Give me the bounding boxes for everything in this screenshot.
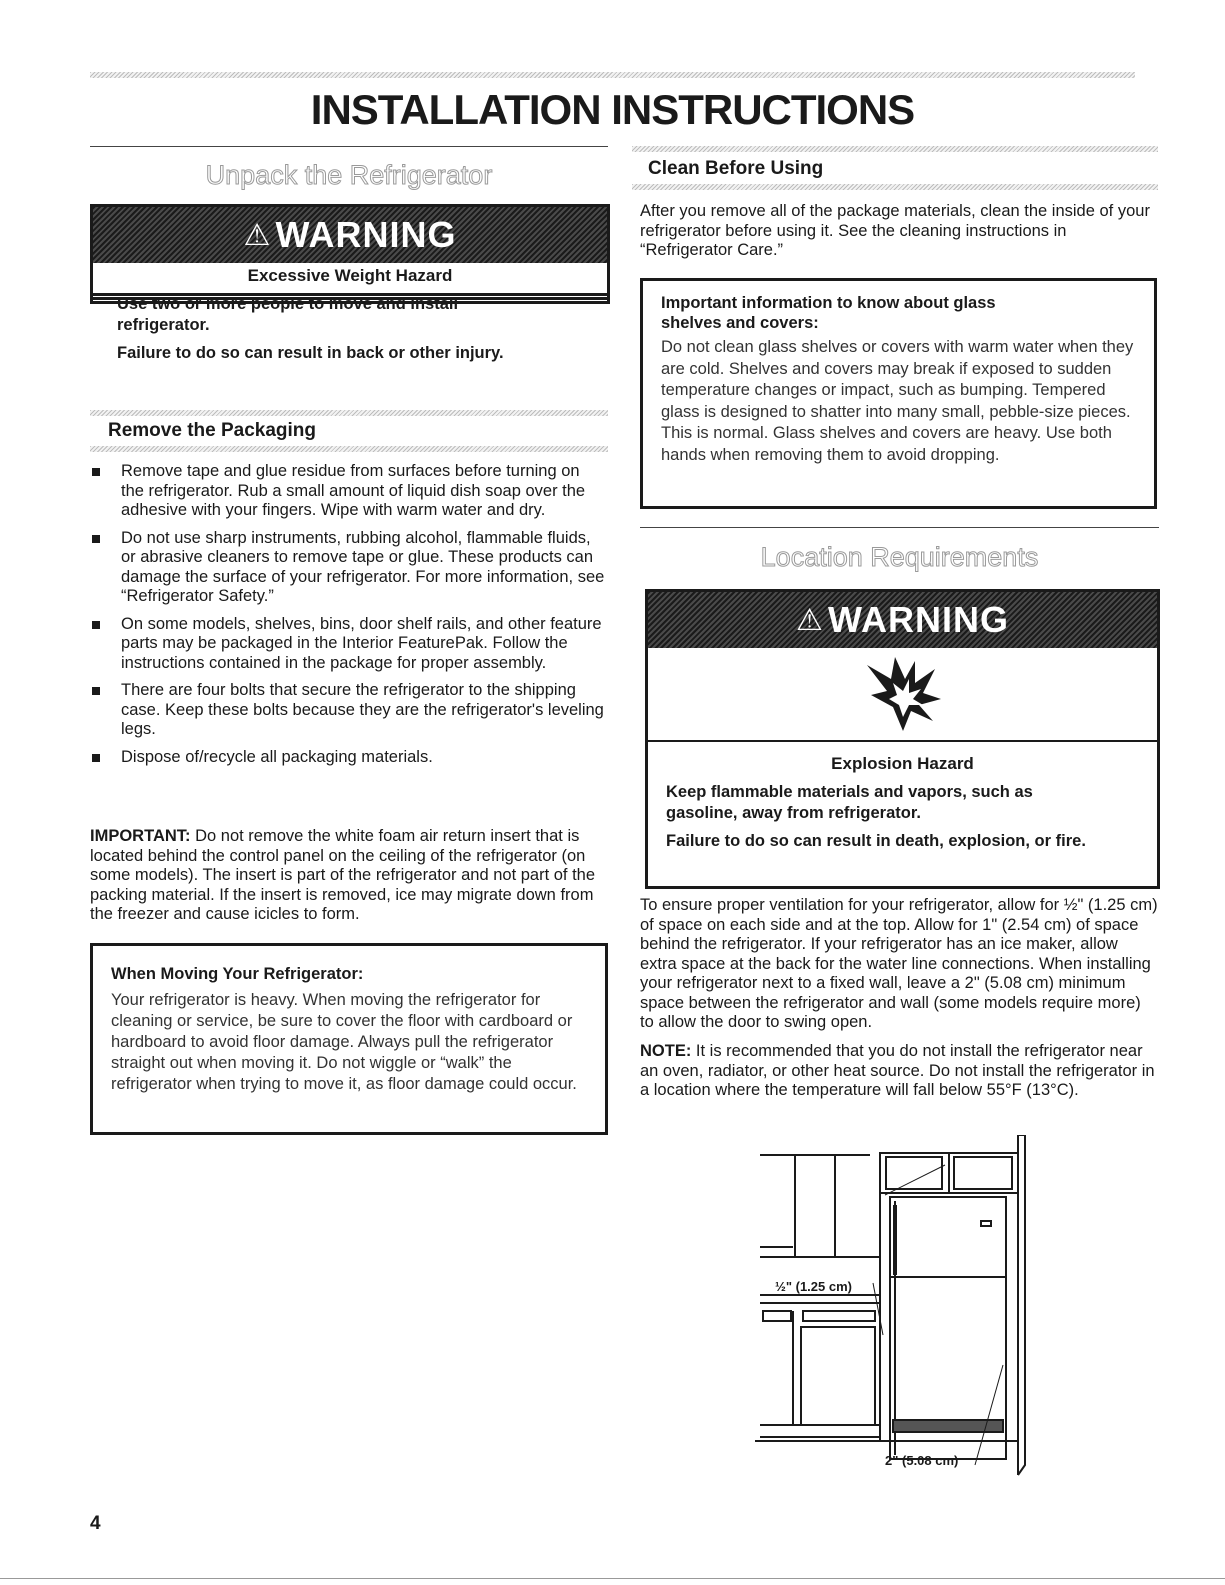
bullet-icon	[92, 621, 100, 629]
hazard-line-1: Use two or more people to move and install refrigerator.	[117, 295, 459, 334]
warning-label: WARNING	[827, 599, 1009, 640]
page-title: INSTALLATION INSTRUCTIONS	[310, 86, 915, 133]
glass-heading: Important information to know about glass shelves and covers:	[661, 294, 996, 332]
side-clearance-label: ½" (1.25 cm)	[775, 1279, 852, 1294]
list-item: There are four bolts that secure the refrigerator to the shipping case. Keep these bolts because they are the refrigerator's leveling legs.	[90, 681, 605, 740]
important-text: Do not remove the white foam air return insert that is located behind the control panel on the ceiling of the refrigerator (on some models). The insert is part of the refrigerator and not part of the packing material. If the insert is removed, ice may migrate down from the freezer and cause icicles to form.	[90, 827, 596, 923]
unpack-heading: Unpack the Refrigerator	[205, 160, 493, 190]
bullet-icon	[92, 468, 100, 476]
packaging-list	[90, 462, 605, 775]
ventilation-text: To ensure proper ventilation for your refrigerator, allow for ½" (1.25 cm) of space on each side and at the top. Allow for 1" (2.54 cm) of space behind the refrigerator. If your refrigerator has an ice maker, allow extra space at the back for the water line connections. When installing your refrigerator next to a fixed wall, leave a 2" (5.08 cm) minimum space between the refrigerator and wall (some models require more) to allow the door to swing open.	[640, 896, 1158, 1031]
section-rule	[640, 527, 1159, 528]
note-label: NOTE:	[640, 1042, 692, 1060]
hazard-title: Explosion Hazard	[831, 754, 974, 773]
bullet-icon	[92, 535, 100, 543]
list-item: Remove tape and glue residue from surfaces before turning on the refrigerator. Rub a small amount of liquid dish soap over the adhesive with your fingers. Wipe with warm water and dry.	[90, 462, 605, 521]
subhead-rule	[90, 446, 608, 452]
warning-banner	[648, 592, 1157, 648]
important-paragraph	[90, 827, 608, 925]
note-paragraph	[640, 1042, 1158, 1101]
hazard-line-1: Keep flammable materials and vapors, such as gasoline, away from refrigerator.	[666, 783, 1033, 822]
moving-info-box	[90, 943, 608, 1135]
list-item: On some models, shelves, bins, door shelf rails, and other feature parts may be packaged in the Interior FeaturePak. Follow the instructions contained in the package for proper assembly.	[90, 615, 605, 674]
packaging-heading: Remove the Packaging	[108, 420, 317, 441]
glass-info-box	[640, 278, 1157, 509]
clean-heading: Clean Before Using	[648, 158, 824, 179]
weight-warning-body	[90, 256, 610, 363]
bottom-rule	[0, 1578, 1225, 1579]
warning-triangle-icon: ⚠	[243, 218, 272, 252]
wall-clearance-label: 2" (5.08 cm)	[885, 1453, 959, 1468]
hazard-line-2: Failure to do so can result in back or other injury.	[117, 344, 504, 363]
header-rule	[90, 72, 1135, 78]
warning-label: WARNING	[275, 214, 457, 255]
list-item: Do not use sharp instruments, rubbing alcohol, flammable fluids, or abrasive cleaners to remove tape or glue. These products can damage the surface of your refrigerator. For more information, see “Refrigerator Safety.”	[90, 529, 605, 607]
clearance-diagram	[755, 1135, 1055, 1495]
moving-heading: When Moving Your Refrigerator:	[111, 965, 364, 983]
glass-text: Do not clean glass shelves or covers with warm water when they are cold. Shelves and covers may break if exposed to sudden temperature changes or impact, such as bumping. Tempered glass is designed to shatter into many small, pebble-size pieces. This is normal. Glass shelves and covers are heavy. Use both hands when removing them to avoid dropping.	[661, 338, 1134, 464]
explosion-icon	[863, 655, 943, 733]
page-number: 4	[90, 1513, 101, 1534]
explosion-warning-box	[645, 589, 1160, 889]
hazard-title: Excessive Weight Hazard	[247, 266, 453, 285]
hazard-line-2: Failure to do so can result in death, explosion, or fire.	[666, 832, 1086, 851]
list-item: Dispose of/recycle all packaging materials.	[90, 748, 605, 768]
warning-banner	[93, 207, 607, 263]
warning-triangle-icon: ⚠	[796, 603, 824, 637]
note-text: It is recommended that you do not install the refrigerator near an oven, radiator, or other heat source. Do not install the refrigerator in a location where the temperature will fall below 55°F (13°C).	[640, 1042, 1155, 1099]
location-heading: Location Requirements	[760, 542, 1039, 572]
subhead-rule	[632, 146, 1158, 152]
moving-text: Your refrigerator is heavy. When moving the refrigerator for cleaning or service, be sure to cover the floor with cardboard or hardboard to avoid floor damage. Always pull the refrigerator straight out when moving it. Do not wiggle or “walk” the refrigerator when trying to move it, as floor damage could occur.	[111, 991, 577, 1093]
icon-panel	[648, 648, 1157, 742]
section-rule	[90, 146, 608, 147]
important-label: IMPORTANT:	[90, 827, 191, 845]
bullet-icon	[92, 687, 100, 695]
subhead-rule	[90, 410, 608, 416]
bullet-icon	[92, 754, 100, 762]
clean-text: After you remove all of the package materials, clean the inside of your refrigerator before using it. See the cleaning instructions in “Refrigerator Care.”	[640, 202, 1150, 259]
subhead-rule	[632, 184, 1158, 190]
